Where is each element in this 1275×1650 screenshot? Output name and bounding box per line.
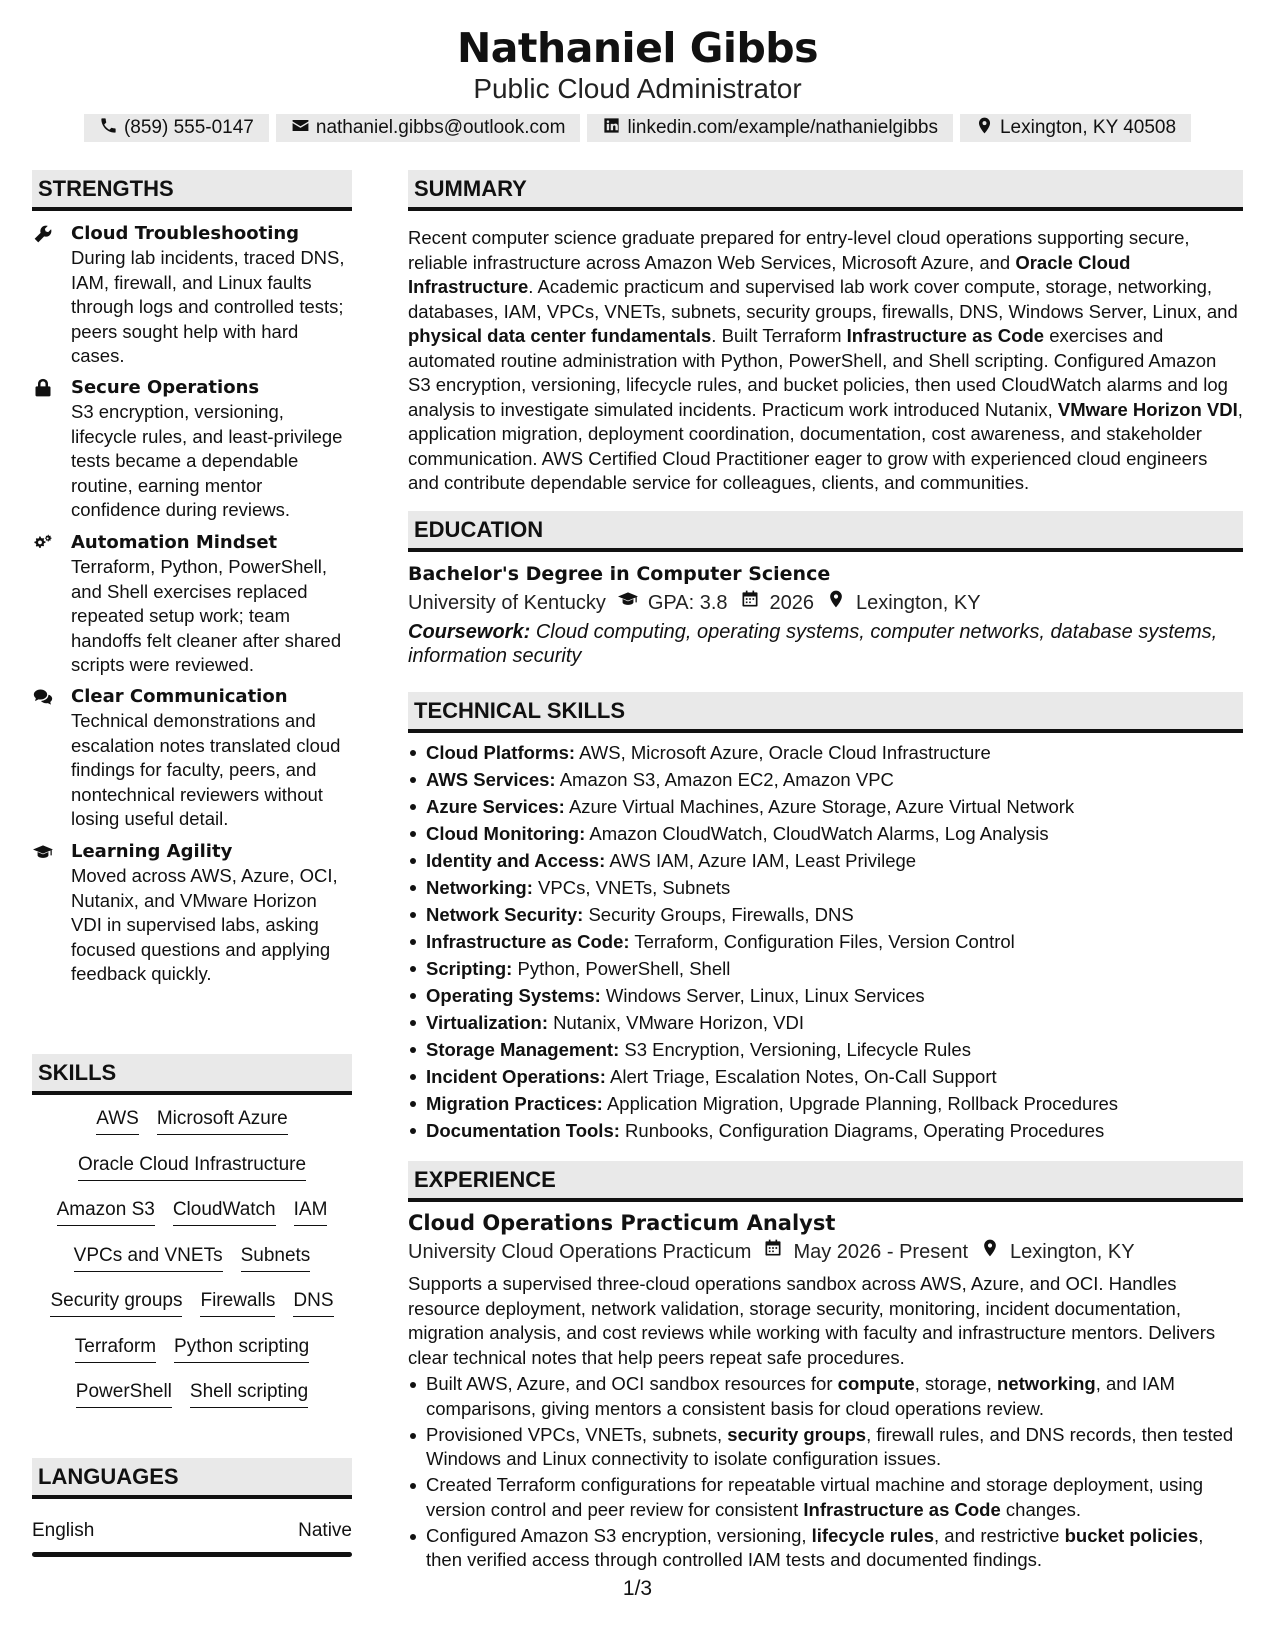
list-item: Scripting: Python, PowerShell, Shell <box>408 955 1243 982</box>
experience-entry <box>408 1209 1243 1574</box>
list-item: AWS Services: Amazon S3, Amazon EC2, Amazon VPC <box>408 766 1243 793</box>
job-title-headline: Public Cloud Administrator <box>473 73 802 104</box>
list-item: Created Terraform configurations for repeatable virtual machine and storage deployment, using version control and peer review for consistent Infrastructure as Code changes. <box>408 1473 1243 1522</box>
graduation-year: 2026 <box>769 592 815 614</box>
skill-row <box>32 1335 352 1381</box>
list-item: Networking: VPCs, VNETs, Subnets <box>408 874 1243 901</box>
coursework-list: Cloud computing, operating systems, computer networks, database systems, information security <box>408 621 1218 667</box>
coursework-label: Coursework: <box>408 621 531 643</box>
skill-tag: Terraform <box>75 1335 156 1363</box>
list-item: Azure Services: Azure Virtual Machines, Azure Storage, Azure Virtual Network <box>408 793 1243 820</box>
skill-tag: Firewalls <box>200 1289 275 1317</box>
skill-tag: PowerShell <box>76 1380 172 1408</box>
school-name: University of Kentucky <box>408 592 606 614</box>
skill-tag: Subnets <box>241 1244 311 1272</box>
coursework <box>408 620 1243 668</box>
strength-body: Moved across AWS, Azure, OCI, Nutanix, and VMware Horizon VDI in supervised labs, asking focused questions and applying feedback quickly. <box>71 865 338 984</box>
strength-item <box>32 376 352 523</box>
list-item: Network Security: Security Groups, Firewalls, DNS <box>408 901 1243 928</box>
experience-title: Cloud Operations Practicum Analyst <box>408 1211 836 1235</box>
resume-header <box>0 22 1275 106</box>
education-entry <box>408 561 1243 668</box>
contact-location-text: Lexington, KY 40508 <box>999 117 1177 138</box>
page-number: 1/3 <box>622 1577 653 1600</box>
skills-cloud <box>32 1107 352 1426</box>
candidate-name: Nathaniel Gibbs <box>456 24 819 72</box>
map-pin-icon <box>975 116 994 141</box>
strength-title: Clear Communication <box>71 686 288 707</box>
contact-linkedin[interactable] <box>587 114 953 142</box>
skill-tag: VPCs and VNETs <box>74 1244 223 1272</box>
strength-title: Cloud Troubleshooting <box>71 223 300 244</box>
experience-dates: May 2026 - Present <box>793 1241 968 1263</box>
strength-item <box>32 531 352 678</box>
list-item: Configured Amazon S3 encryption, versioning, lifecycle rules, and restrictive bucket policies, then verified access through controlled IAM tests and documented findings. <box>408 1524 1243 1573</box>
strength-body: Terraform, Python, PowerShell, and Shell exercises replaced repeated setup work; team handoffs felt cleaner after shared scripts were reviewed. <box>71 556 342 675</box>
lock-icon <box>32 378 56 400</box>
list-item: Provisioned VPCs, VNETs, subnets, security groups, firewall rules, and DNS records, then tested Windows and Linux connectivity to isolate configuration issues. <box>408 1423 1243 1472</box>
list-item: Built AWS, Azure, and OCI sandbox resources for compute, storage, networking, and IAM comparisons, giving mentors a consistent basis for cloud operations review. <box>408 1372 1243 1421</box>
phone-icon <box>99 116 118 141</box>
skill-row <box>32 1289 352 1335</box>
map-pin-icon <box>968 1238 1010 1266</box>
skill-row <box>32 1380 352 1426</box>
list-item: Migration Practices: Application Migration, Upgrade Planning, Rollback Procedures <box>408 1090 1243 1117</box>
skill-row <box>32 1153 352 1199</box>
comments-icon <box>32 687 56 709</box>
skill-row <box>32 1244 352 1290</box>
strength-body: Technical demonstrations and escalation notes translated cloud findings for faculty, peers, and nontechnical reviewers without losing useful detail. <box>71 710 341 829</box>
strength-item <box>32 685 352 832</box>
language-proficiency-bar <box>32 1552 352 1557</box>
section-heading-education: EDUCATION <box>408 511 1243 552</box>
organization-name: University Cloud Operations Practicum <box>408 1241 752 1263</box>
contact-email-text: nathaniel.gibbs@outlook.com <box>315 117 566 138</box>
strength-title: Secure Operations <box>71 377 260 398</box>
cogs-icon <box>32 533 56 555</box>
section-heading-strengths: STRENGTHS <box>32 170 352 211</box>
section-heading-skills: SKILLS <box>32 1054 352 1095</box>
graduation-cap-icon <box>606 589 648 617</box>
section-heading-summary: SUMMARY <box>408 170 1243 211</box>
contact-email[interactable] <box>276 114 581 142</box>
list-item: Cloud Monitoring: Amazon CloudWatch, CloudWatch Alarms, Log Analysis <box>408 820 1243 847</box>
strength-title: Automation Mindset <box>71 532 278 553</box>
language-row <box>32 1519 352 1543</box>
list-item: Operating Systems: Windows Server, Linux, Linux Services <box>408 982 1243 1009</box>
map-pin-icon <box>814 589 856 617</box>
skill-tag: Microsoft Azure <box>157 1107 288 1135</box>
contact-linkedin-text: linkedin.com/example/nathanielgibbs <box>627 117 938 138</box>
experience-description: Supports a supervised three-cloud operations sandbox across AWS, Azure, and OCI. Handles resource deployment, network validation, storage security, monitoring, incident documentation, migration analysis, and cost reviews while working with faculty and infrastructure mentors. Delivers clear technical notes that help peers repeat safe procedures. <box>408 1273 1216 1368</box>
linkedin-icon <box>602 116 621 141</box>
strength-body: During lab incidents, traced DNS, IAM, firewall, and Linux faults through logs and controlled tests; peers sought help with hard cases. <box>71 247 345 366</box>
skill-tag: Python scripting <box>174 1335 309 1363</box>
list-item: Documentation Tools: Runbooks, Configuration Diagrams, Operating Procedures <box>408 1117 1243 1144</box>
section-heading-technical-skills: TECHNICAL SKILLS <box>408 692 1243 733</box>
section-heading-experience: EXPERIENCE <box>408 1161 1243 1202</box>
wrench-icon <box>32 224 56 246</box>
education-location: Lexington, KY <box>856 592 981 614</box>
list-item: Storage Management: S3 Encryption, Versioning, Lifecycle Rules <box>408 1036 1243 1063</box>
summary-paragraph: Recent computer science graduate prepared for entry-level cloud operations supporting secure, reliable infrastructure across Amazon Web Services, Microsoft Azure, and Oracle Cloud Infrastructure. Academic practicum and supervised lab work cover compute, storage, networking, databases, IAM, VPCs, VNETs, subnets, security groups, firewalls, DNS, Windows Server, Linux, and physical data center fundamentals. Built Terraform Infrastructure as Code exercises and automated routine administration with Python, PowerShell, and Shell scripting. Configured Amazon S3 encryption, versioning, lifecycle rules, and bucket policies, then used CloudWatch alarms and log analysis to investigate simulated incidents. Practicum work introduced Nutanix, VMware Horizon VDI, application migration, deployment coordination, documentation, cost awareness, and stakeholder communication. AWS Certified Cloud Practitioner eager to grow with experienced cloud engineers and contribute dependable service for colleagues, clients, and communities. <box>408 227 1243 493</box>
education-meta <box>408 589 1243 617</box>
language-level: Native <box>298 1520 352 1541</box>
skill-tag: DNS <box>293 1289 333 1317</box>
degree-title: Bachelor's Degree in Computer Science <box>408 563 831 585</box>
experience-meta <box>408 1238 1243 1266</box>
envelope-icon <box>291 116 310 141</box>
technical-skills-list <box>408 739 1243 1144</box>
skill-row <box>32 1198 352 1244</box>
skill-tag: AWS <box>96 1107 139 1135</box>
strength-body: S3 encryption, versioning, lifecycle rules, and least-privilege tests became a dependable routine, earning mentor confidence during reviews. <box>71 401 343 520</box>
contact-bar <box>0 114 1275 142</box>
list-item: Identity and Access: AWS IAM, Azure IAM, Least Privilege <box>408 847 1243 874</box>
skill-tag: Oracle Cloud Infrastructure <box>78 1153 306 1181</box>
skill-tag: CloudWatch <box>173 1198 276 1226</box>
calendar-icon <box>728 589 770 617</box>
skill-tag: Amazon S3 <box>57 1198 155 1226</box>
contact-phone-text: (859) 555-0147 <box>123 117 254 138</box>
list-item: Cloud Platforms: AWS, Microsoft Azure, Oracle Cloud Infrastructure <box>408 739 1243 766</box>
calendar-icon <box>751 1238 793 1266</box>
contact-location <box>960 114 1191 142</box>
language-name: English <box>32 1520 95 1541</box>
section-heading-languages: LANGUAGES <box>32 1458 352 1499</box>
strength-item <box>32 222 352 369</box>
list-item: Incident Operations: Alert Triage, Escalation Notes, On-Call Support <box>408 1063 1243 1090</box>
list-item: Virtualization: Nutanix, VMware Horizon, VDI <box>408 1009 1243 1036</box>
strength-item <box>32 840 352 987</box>
experience-location: Lexington, KY <box>1010 1241 1135 1263</box>
skill-tag: Shell scripting <box>190 1380 308 1408</box>
experience-bullets <box>408 1372 1243 1573</box>
skill-tag: IAM <box>294 1198 328 1226</box>
contact-phone[interactable] <box>84 114 269 142</box>
skill-tag: Security groups <box>50 1289 182 1317</box>
gpa-value: GPA: 3.8 <box>647 592 728 614</box>
skill-row <box>32 1107 352 1153</box>
strength-title: Learning Agility <box>71 841 233 862</box>
graduation-cap-icon <box>32 842 56 864</box>
list-item: Infrastructure as Code: Terraform, Configuration Files, Version Control <box>408 928 1243 955</box>
